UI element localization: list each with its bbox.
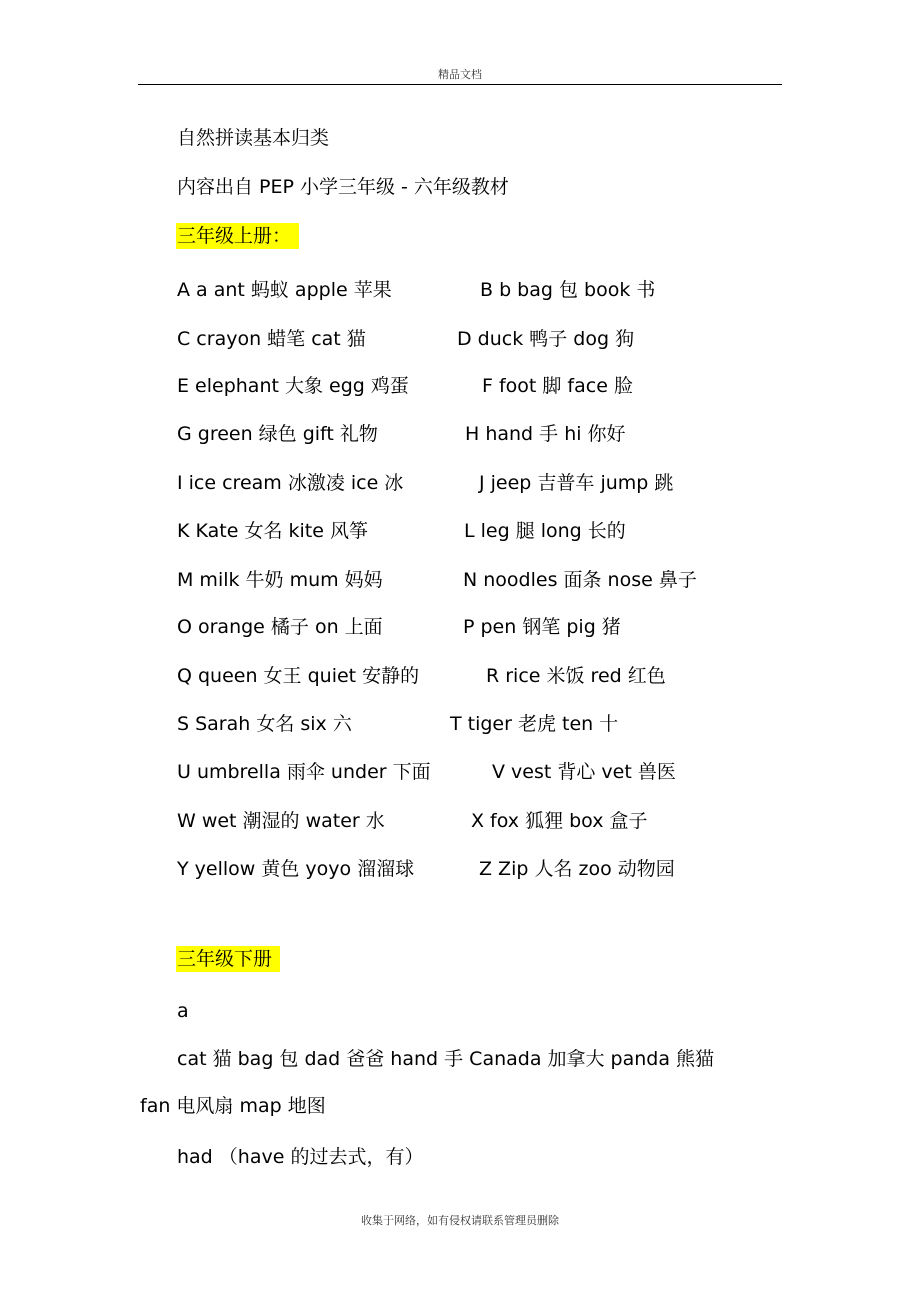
word-entry-right: F foot 脚 face 脸 [482, 375, 633, 397]
phonics-letter: a [177, 1000, 189, 1022]
page-footer: 收集于网络，如有侵权请联系管理员删除 [361, 1214, 559, 1227]
word-row [0, 857, 920, 881]
word-row [0, 809, 920, 833]
word-entry-left: G green 绿色 gift 礼物 [177, 423, 378, 445]
word-entry-left: C crayon 蜡笔 cat 猫 [177, 328, 366, 350]
word-row [0, 664, 920, 688]
word-row [0, 760, 920, 784]
word-entry-right: T tiger 老虎 ten 十 [450, 713, 619, 735]
word-entry-right: D duck 鸭子 dog 狗 [457, 328, 635, 350]
word-entry-right: N noodles 面条 nose 鼻子 [463, 569, 697, 591]
section-heading-grade3-first [177, 224, 299, 248]
word-entry-right: H hand 手 hi 你好 [465, 423, 626, 445]
word-entry-left: W wet 潮湿的 water 水 [177, 810, 385, 832]
word-entry-right: L leg 腿 long 长的 [464, 520, 626, 542]
header-text: 精品文档 [438, 68, 482, 81]
word-entry-left: U umbrella 雨伞 under 下面 [177, 761, 431, 783]
section-heading-highlight: 三年级下册 [176, 946, 280, 972]
word-row [0, 374, 920, 398]
phonics-word-paragraph: cat 猫 bag 包 dad 爸爸 hand 手 Canada 加拿大 panda 熊猫 fan 电风扇 map 地图 [140, 1048, 715, 1117]
document-title: 自然拼读基本归类 [177, 127, 330, 149]
word-entry-right: X fox 狐狸 box 盒子 [471, 810, 648, 832]
document-subtitle: 内容出自 PEP 小学三年级 - 六年级教材 [177, 176, 509, 198]
word-row [0, 471, 920, 495]
word-row [0, 422, 920, 446]
word-row [0, 615, 920, 639]
word-row [0, 712, 920, 736]
word-entry-right: B b bag 包 book 书 [480, 279, 656, 301]
word-row [0, 278, 920, 302]
word-row [0, 568, 920, 592]
header-divider [138, 84, 782, 85]
word-entry-left: M milk 牛奶 mum 妈妈 [177, 569, 383, 591]
word-entry-right: V vest 背心 vet 兽医 [492, 761, 676, 783]
word-entry-left: A a ant 蚂蚁 apple 苹果 [177, 279, 392, 301]
phonics-extra-line: had （have 的过去式，有） [177, 1146, 424, 1168]
word-entry-right: J jeep 吉普车 jump 跳 [479, 472, 674, 494]
word-entry-left: O orange 橘子 on 上面 [177, 616, 383, 638]
word-entry-right: P pen 钢笔 pig 猪 [463, 616, 621, 638]
word-entry-left: E elephant 大象 egg 鸡蛋 [177, 375, 409, 397]
word-entry-left: Q queen 女王 quiet 安静的 [177, 665, 420, 687]
word-entry-left: K Kate 女名 kite 风筝 [177, 520, 368, 542]
word-row [0, 519, 920, 543]
section-heading-highlight: 三年级上册： [176, 223, 299, 249]
word-entry-right: Z Zip 人名 zoo 动物园 [479, 858, 675, 880]
word-row [0, 327, 920, 351]
word-entry-right: R rice 米饭 red 红色 [486, 665, 666, 687]
word-entry-left: Y yellow 黄色 yoyo 溜溜球 [177, 858, 415, 880]
word-entry-left: S Sarah 女名 six 六 [177, 713, 352, 735]
section-heading-grade3-second [177, 947, 280, 971]
word-entry-left: I ice cream 冰激凌 ice 冰 [177, 472, 404, 494]
